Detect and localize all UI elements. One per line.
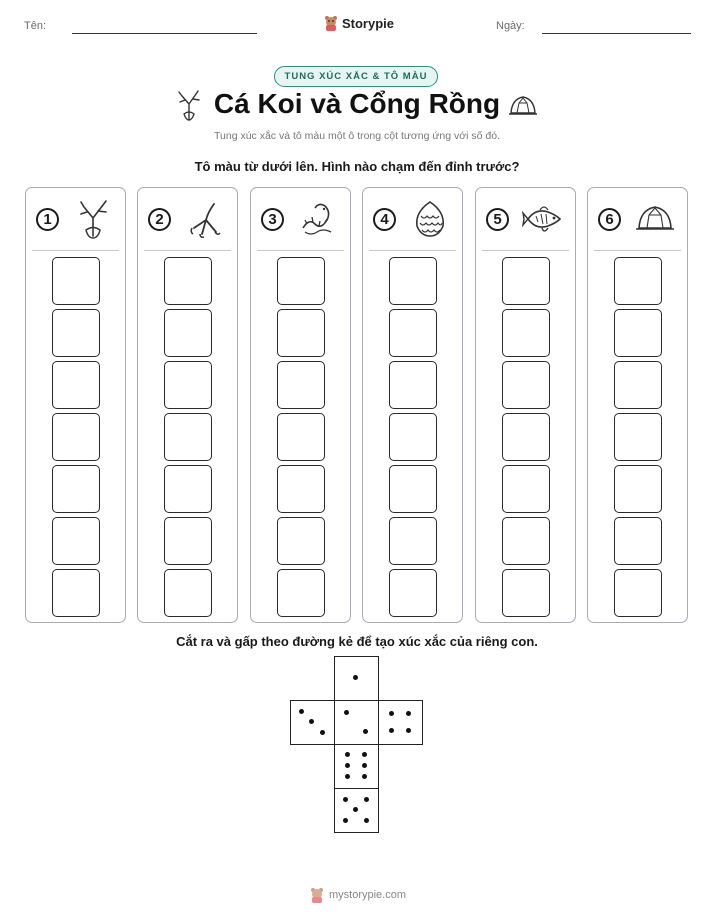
color-box[interactable]: [389, 465, 437, 513]
column-number-badge: 2: [148, 208, 171, 231]
column-number-badge: 4: [373, 208, 396, 231]
koi-fish-icon: [522, 198, 564, 240]
color-box[interactable]: [164, 465, 212, 513]
bear-mascot-icon: [310, 887, 324, 903]
die-pip: [343, 818, 348, 823]
die-pip: [353, 807, 358, 812]
color-box[interactable]: [389, 257, 437, 305]
dice-net[interactable]: [290, 656, 430, 836]
column-divider: [482, 250, 569, 251]
die-pip: [344, 710, 349, 715]
cut-instruction: Cắt ra và gấp theo đường kẻ để tạo xúc xắc của riêng con.: [176, 634, 538, 649]
die-pip: [343, 797, 348, 802]
color-box[interactable]: [277, 569, 325, 617]
color-box[interactable]: [614, 517, 662, 565]
color-box[interactable]: [277, 517, 325, 565]
antler-icon: [72, 198, 114, 240]
color-box[interactable]: [52, 413, 100, 461]
color-box[interactable]: [614, 465, 662, 513]
dice-column-6: [587, 187, 688, 623]
color-box[interactable]: [614, 569, 662, 617]
die-pip: [299, 709, 304, 714]
color-box[interactable]: [502, 257, 550, 305]
die-pip: [320, 730, 325, 735]
color-box[interactable]: [389, 413, 437, 461]
color-box[interactable]: [614, 309, 662, 357]
color-box[interactable]: [614, 413, 662, 461]
activity-badge: TUNG XÚC XẮC & TÔ MÀU: [274, 66, 438, 87]
color-box[interactable]: [52, 361, 100, 409]
column-number-badge: 5: [486, 208, 509, 231]
game-instruction: Tô màu từ dưới lên. Hình nào chạm đến đỉnh trước?: [194, 159, 520, 174]
scale-icon: [409, 198, 451, 240]
color-box[interactable]: [164, 257, 212, 305]
die-face-1: [334, 656, 379, 701]
color-box[interactable]: [277, 465, 325, 513]
column-divider: [32, 250, 119, 251]
die-face-5: [334, 788, 379, 833]
color-box[interactable]: [52, 309, 100, 357]
dice-column-5: [475, 187, 576, 623]
dice-column-3: [250, 187, 351, 623]
die-pip: [362, 763, 367, 768]
die-pip: [389, 728, 394, 733]
claw-icon: [184, 198, 226, 240]
die-pip: [389, 711, 394, 716]
dice-column-2: [137, 187, 238, 623]
column-number-badge: 3: [261, 208, 284, 231]
color-box[interactable]: [164, 309, 212, 357]
name-label: Tên:: [24, 20, 47, 32]
dice-column-4: [362, 187, 463, 623]
turtle-shell-icon: [634, 198, 676, 240]
color-box[interactable]: [164, 413, 212, 461]
dice-column-1: [25, 187, 126, 623]
column-divider: [144, 250, 231, 251]
die-face-3: [290, 700, 335, 745]
brand-logo: [324, 13, 394, 33]
color-box[interactable]: [52, 257, 100, 305]
color-box[interactable]: [52, 465, 100, 513]
die-face-2: [334, 700, 379, 745]
page-subtitle: Tung xúc xắc và tô màu một ô trong cột tương ứng với số đó.: [214, 130, 500, 142]
die-pip: [362, 752, 367, 757]
color-box[interactable]: [277, 309, 325, 357]
footer-url[interactable]: mystorypie.com: [329, 889, 407, 901]
die-pip: [353, 675, 358, 680]
die-pip: [363, 729, 368, 734]
die-pip: [345, 752, 350, 757]
color-box[interactable]: [389, 309, 437, 357]
die-face-4: [378, 700, 423, 745]
date-line[interactable]: [542, 33, 691, 34]
column-number-badge: 6: [598, 208, 621, 231]
color-box[interactable]: [52, 517, 100, 565]
die-pip: [406, 728, 411, 733]
color-box[interactable]: [502, 465, 550, 513]
color-box[interactable]: [614, 257, 662, 305]
color-box[interactable]: [389, 569, 437, 617]
die-pip: [362, 774, 367, 779]
color-box[interactable]: [502, 309, 550, 357]
turtle-shell-icon: [508, 93, 538, 119]
date-label: Ngày:: [496, 20, 525, 32]
color-box[interactable]: [164, 361, 212, 409]
color-box[interactable]: [277, 361, 325, 409]
die-pip: [364, 818, 369, 823]
bear-mascot-icon: [324, 15, 338, 31]
die-face-6: [334, 744, 379, 789]
color-box[interactable]: [164, 517, 212, 565]
die-pip: [345, 774, 350, 779]
color-box[interactable]: [502, 517, 550, 565]
color-box[interactable]: [502, 361, 550, 409]
color-box[interactable]: [614, 361, 662, 409]
color-box[interactable]: [277, 413, 325, 461]
color-box[interactable]: [502, 413, 550, 461]
name-line[interactable]: [72, 33, 257, 34]
footer: [310, 887, 406, 903]
die-pip: [364, 797, 369, 802]
column-number-badge: 1: [36, 208, 59, 231]
dragon-icon: [297, 198, 339, 240]
die-pip: [345, 763, 350, 768]
column-divider: [594, 250, 681, 251]
color-box[interactable]: [52, 569, 100, 617]
page-title: Cá Koi và Cổng Rồng: [213, 88, 501, 119]
brand-name: Storypie: [341, 15, 394, 31]
color-box[interactable]: [502, 569, 550, 617]
die-pip: [309, 719, 314, 724]
color-box[interactable]: [164, 569, 212, 617]
die-pip: [406, 711, 411, 716]
color-box[interactable]: [389, 361, 437, 409]
column-divider: [369, 250, 456, 251]
color-box[interactable]: [389, 517, 437, 565]
color-box[interactable]: [277, 257, 325, 305]
column-divider: [257, 250, 344, 251]
